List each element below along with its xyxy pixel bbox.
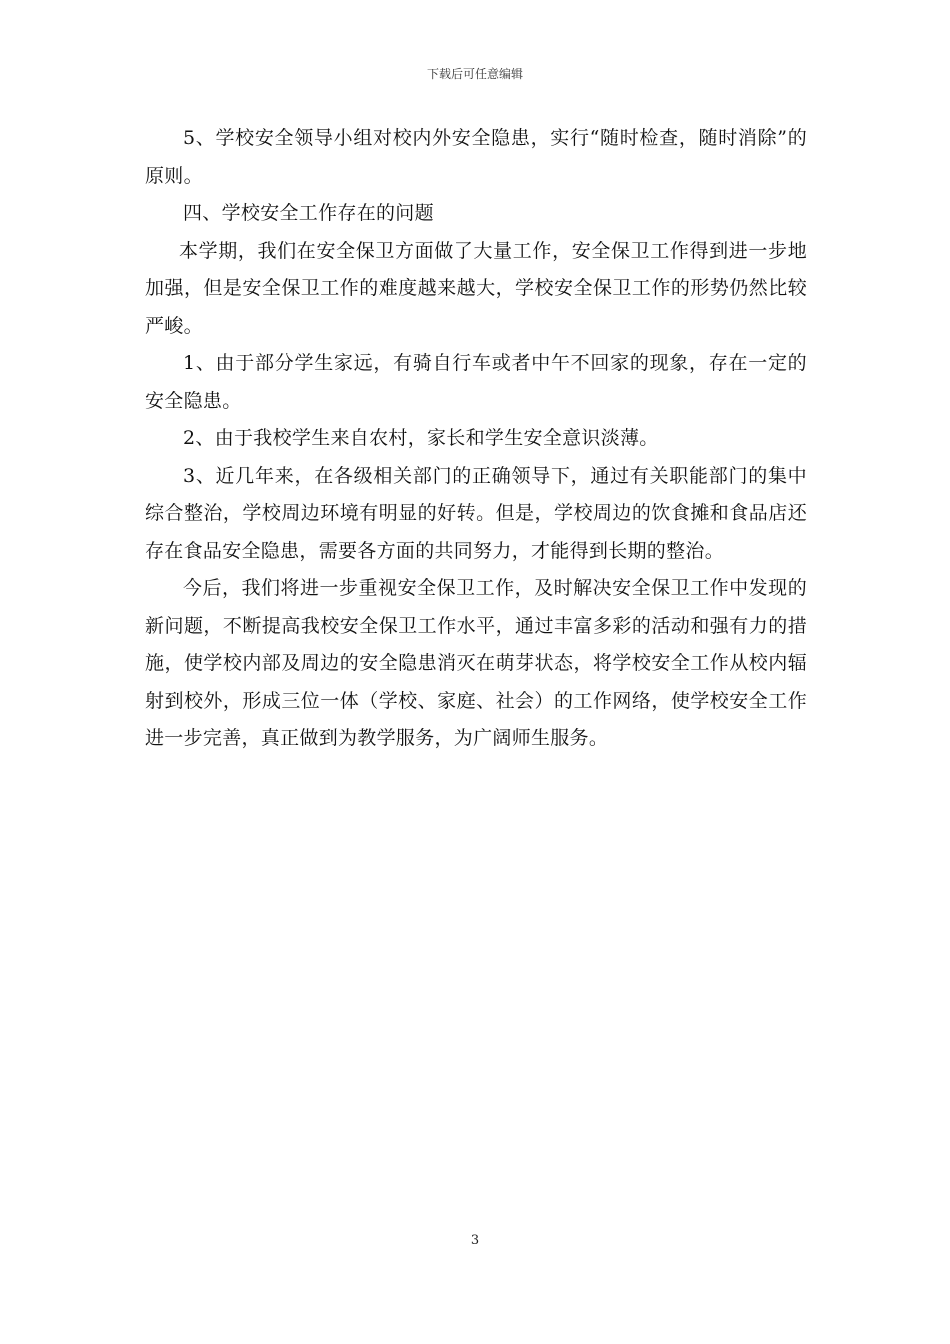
paragraph-problem-3: 3、近几年来，在各级相关部门的正确领导下，通过有关职能部门的集中综合整治，学校周边环境有明显的好转。但是，学校周边的饮食摊和食品店还存在食品安全隐患，需要各方面的共同努力，才能得到长期的整治。 (145, 464, 807, 562)
paragraph-future-plan: 今后，我们将进一步重视安全保卫工作，及时解决安全保卫工作中发现的新问题，不断提高我校安全保卫工作水平，通过丰富多彩的活动和强有力的措施，使学校内部及周边的安全隐患消灭在萌芽状态，将学校安全工作从校内辐射到校外，形成三位一体（学校、家庭、社会）的工作网络，使学校安全工作进一步完善，真正做到为教学服务，为广阔师生服务。 (145, 577, 807, 749)
page-header: 下载后可任意编辑 (426, 67, 523, 81)
page-number: 3 (470, 1233, 480, 1248)
document-body (145, 120, 807, 758)
paragraph-semester-summary: 本学期，我们在安全保卫方面做了大量工作，安全保卫工作得到进一步地加强，但是安全保卫工作的难度越来越大，学校安全保卫工作的形势仍然比较严峻。 (145, 239, 807, 337)
paragraph-item-5: 5、学校安全领导小组对校内外安全隐患，实行“随时检查，随时消除”的原则。 (145, 127, 807, 187)
paragraph-problem-1: 1、由于部分学生家远，有骑自行车或者中午不回家的现象，存在一定的安全隐患。 (145, 352, 807, 412)
paragraph-problem-2: 2、由于我校学生来自农村，家长和学生安全意识淡薄。 (183, 427, 659, 449)
section-heading-problems: 四、学校安全工作存在的问题 (183, 202, 434, 224)
